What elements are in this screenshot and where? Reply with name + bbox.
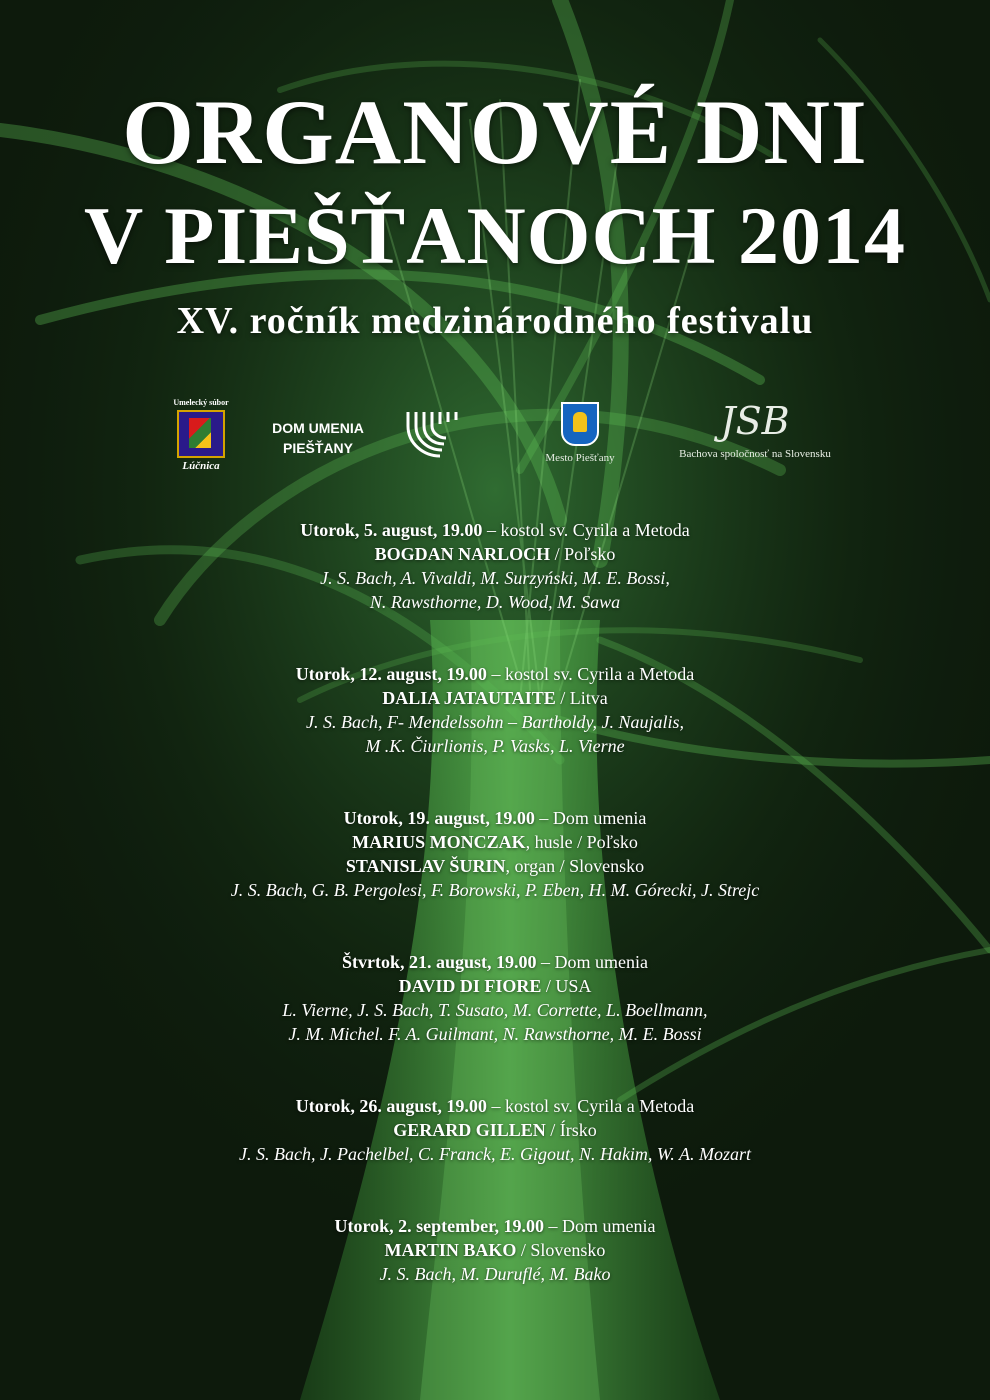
lucnica-logo: [168, 398, 234, 472]
performer-name: GERARD GILLEN: [393, 1120, 546, 1140]
concert-date: Utorok, 19. august, 19.00: [343, 808, 535, 828]
concert-venue: – Dom umenia: [534, 808, 647, 828]
performer-name: STANISLAV ŠURIN: [345, 856, 506, 876]
performer-detail: / USA: [541, 976, 592, 996]
performer-detail: , organ / Slovensko: [505, 856, 645, 876]
concert-6: [0, 1214, 990, 1286]
concert-venue: – kostol sv. Cyrila a Metoda: [482, 520, 690, 540]
dom-umenia-line-2: PIEŠŤANY: [282, 440, 353, 456]
concert-venue: – Dom umenia: [536, 952, 648, 972]
concert-date: Utorok, 12. august, 19.00: [295, 664, 487, 684]
performer-detail: , husle / Poľsko: [525, 832, 638, 852]
performer-detail: / Poľsko: [550, 544, 616, 564]
works-line: L. Vierne, J. S. Bach, T. Susato, M. Corrette, L. Boellmann,: [282, 1000, 708, 1020]
performer-name: DALIA JATAUTAITE: [382, 688, 556, 708]
mesto-piestany-logo: [530, 402, 630, 464]
lucnica-caption: Umelecký súbor: [173, 398, 229, 407]
concert-5: [0, 1094, 990, 1166]
lucnica-emblem-icon: [177, 410, 225, 458]
performer-detail: / Litva: [555, 688, 608, 708]
works-line: J. S. Bach, G. B. Pergolesi, F. Borowski, P. Eben, H. M. Górecki, J. Strejc: [230, 880, 760, 900]
works-line: J. S. Bach, M. Duruflé, M. Bako: [379, 1264, 611, 1284]
concert-date: Utorok, 5. august, 19.00: [300, 520, 483, 540]
concert-date: Utorok, 2. september, 19.00: [334, 1216, 544, 1236]
poster-title: ORGANOVÉ DNI: [122, 81, 868, 183]
concert-date: Utorok, 26. august, 19.00: [295, 1096, 487, 1116]
concert-date: Štvrtok, 21. august, 19.00: [341, 952, 537, 972]
performer-name: MARTIN BAKO: [384, 1240, 517, 1260]
performer-detail: / Írsko: [545, 1120, 597, 1140]
works-line: N. Rawsthorne, D. Wood, M. Sawa: [369, 592, 621, 612]
dom-umenia-line-1: DOM UMENIA: [272, 420, 364, 436]
concert-venue: – kostol sv. Cyrila a Metoda: [486, 1096, 695, 1116]
concert-4: [0, 950, 990, 1046]
concert-2: [0, 662, 990, 758]
lucnica-name: Lúčnica: [182, 460, 220, 472]
works-line: J. S. Bach, F- Mendelssohn – Bartholdy, J. Naujalis,: [306, 712, 684, 732]
works-line: J. S. Bach, J. Pachelbel, C. Franck, E. Gigout, N. Hakim, W. A. Mozart: [239, 1144, 751, 1164]
coat-of-arms-icon: [561, 402, 599, 446]
concert-venue: – kostol sv. Cyrila a Metoda: [486, 664, 695, 684]
concert-3: [0, 806, 990, 902]
performer-name: BOGDAN NARLOCH: [374, 544, 551, 564]
works-line: J. S. Bach, A. Vivaldi, M. Surzyński, M. E. Bossi,: [320, 568, 670, 588]
concert-1: [0, 518, 990, 614]
bach-society-logo: [660, 398, 850, 460]
poster-subtitle: XV. ročník medzinárodného festivalu: [176, 300, 814, 342]
mesto-piestany-label: Mesto Piešťany: [545, 452, 615, 464]
performer-name: MARIUS MONCZAK: [352, 832, 526, 852]
performer-detail: / Slovensko: [516, 1240, 606, 1260]
stripes-logo-icon: [404, 404, 464, 464]
dom-umenia-logo: [256, 418, 380, 458]
sponsor-logos: [0, 392, 990, 482]
bach-monogram-icon: JSB: [720, 399, 790, 443]
works-line: J. M. Michel. F. A. Guilmant, N. Rawsthorne, M. E. Bossi: [288, 1024, 702, 1044]
poster-title-line-2: V PIEŠŤANOCH 2014: [84, 190, 906, 281]
performer-name: DAVID DI FIORE: [398, 976, 542, 996]
works-line: M .K. Čiurlionis, P. Vasks, L. Vierne: [365, 736, 625, 756]
bach-society-label: Bachova spoločnosť na Slovensku: [679, 448, 831, 460]
concert-venue: – Dom umenia: [544, 1216, 656, 1236]
